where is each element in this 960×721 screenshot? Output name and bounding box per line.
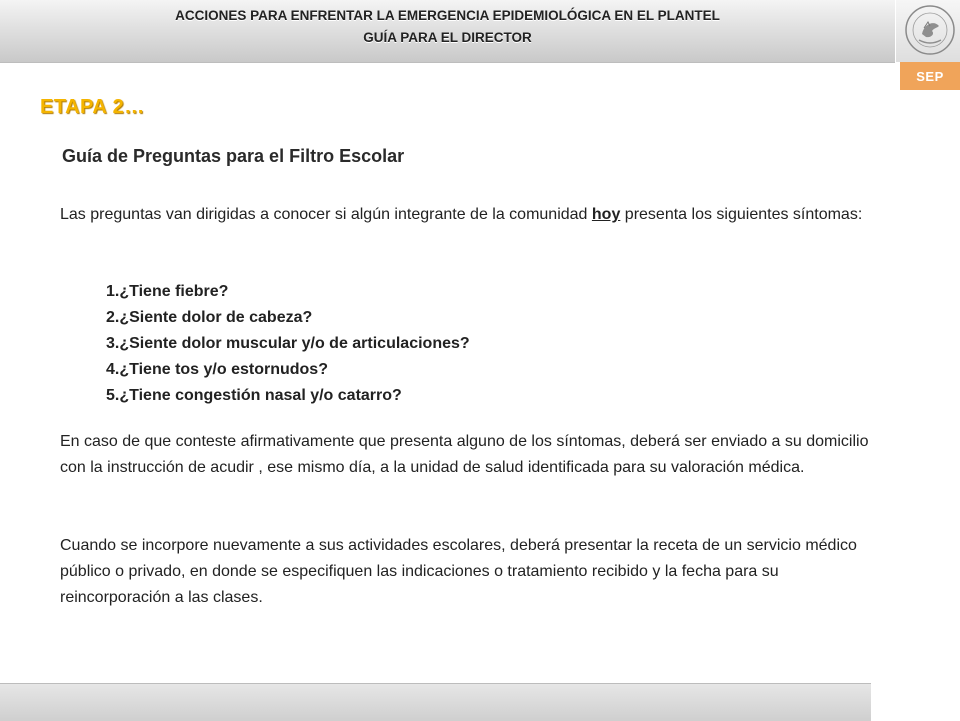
return-paragraph: Cuando se incorpore nuevamente a sus actividades escolares, deberá presentar la receta de un servicio médico público o privado, en donde se especifiquen las indicaciones o tratamiento recibido y la fecha para su reincorporación a las clases. <box>60 537 857 606</box>
intro-paragraph <box>60 202 890 228</box>
stage-title: ETAPA 2… <box>40 96 145 118</box>
mexico-seal-icon <box>904 4 956 56</box>
sep-badge: SEP <box>900 62 960 90</box>
header-subtitle: GUÍA PARA EL DIRECTOR <box>363 30 532 45</box>
intro-emphasis: hoy <box>591 206 621 223</box>
question-item: 4.¿Tiene tos y/o estornudos? <box>106 361 328 378</box>
header-bar <box>0 0 895 63</box>
intro-text-before: Las preguntas van dirigidas a conocer si algún integrante de la comunidad <box>60 206 592 223</box>
question-item: 1.¿Tiene fiebre? <box>106 283 229 300</box>
section-title: Guía de Preguntas para el Filtro Escolar <box>62 146 405 166</box>
question-item: 5.¿Tiene congestión nasal y/o catarro? <box>106 387 402 404</box>
intro-text-after: presenta los siguientes síntomas: <box>620 206 863 223</box>
question-item: 3.¿Siente dolor muscular y/o de articulaciones? <box>106 335 470 352</box>
question-item: 2.¿Siente dolor de cabeza? <box>106 309 313 326</box>
footer-bar <box>0 683 871 721</box>
referral-paragraph: En caso de que conteste afirmativamente que presenta alguno de los síntomas, deberá ser enviado a su domicilio con la instrucción de acudir , ese mismo día, a la unidad de salud identificada para su valoración médica. <box>60 433 869 476</box>
questions-list <box>106 279 470 409</box>
header-title: ACCIONES PARA ENFRENTAR LA EMERGENCIA EPIDEMIOLÓGICA EN EL PLANTEL <box>175 8 720 23</box>
